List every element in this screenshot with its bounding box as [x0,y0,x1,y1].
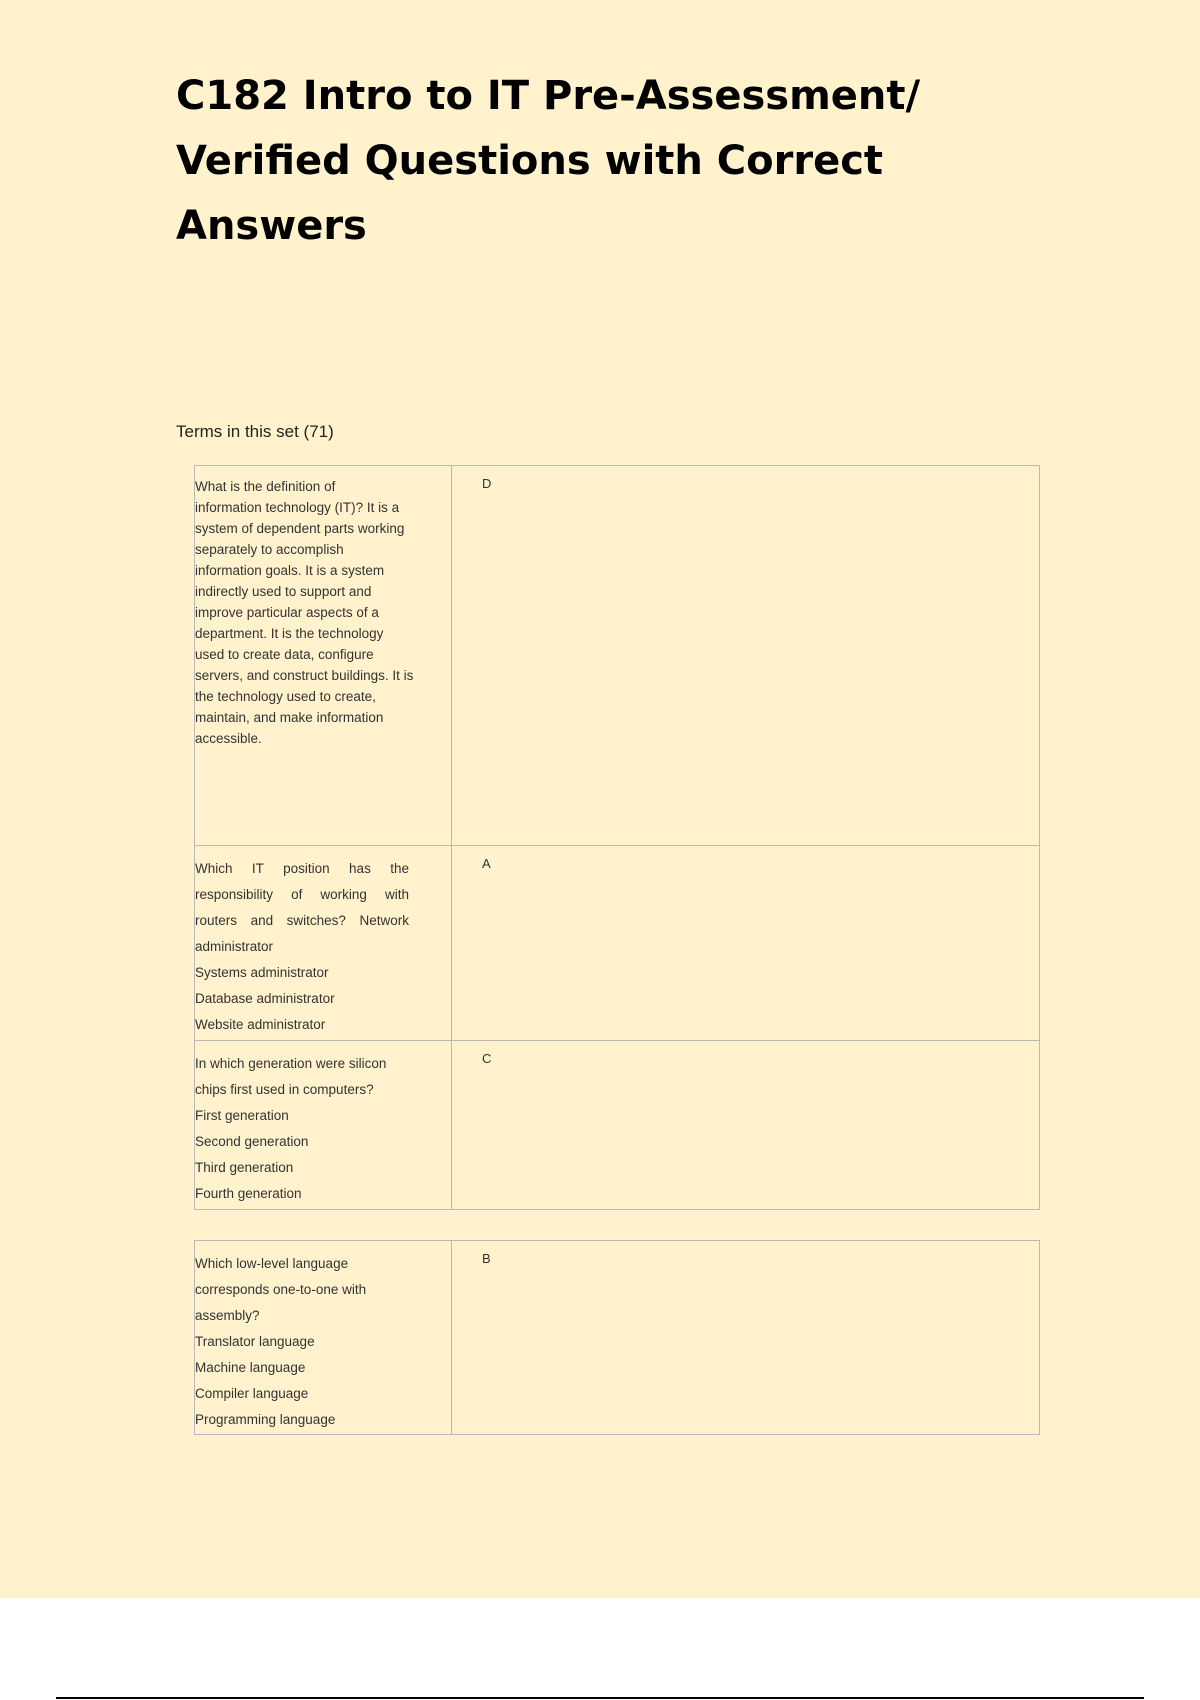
question-text: Which IT position has the responsibility of working with routers and switches? Network administrator [195,861,409,954]
answer-options: Systems administrator Database administrator Website administrator [195,965,335,1032]
question-cell [195,1241,452,1435]
flashcard-row [195,1041,1040,1210]
answer-cell: C [452,1041,1040,1210]
flashcard-row [195,1241,1040,1435]
question-text: What is the definition of information technology (IT)? It is a system of dependent parts working separately to accomplish information goals. It is a system indirectly used to support and improve particular aspects of a department. It is the technology used to create data, configure servers, and construct buildings. It is the technology used to create, maintain, and make information accessible. [195,479,414,746]
flashcard-row [195,466,1040,846]
question-text: Which low-level language corresponds one-to-one with assembly? Translator language Machine language Compiler language Programming language [195,1256,367,1427]
question-cell [195,1041,452,1210]
terms-count-label: Terms in this set (71) [176,422,334,441]
flashcard-table [194,1240,1040,1435]
flashcard-row [195,846,1040,1041]
question-cell [195,846,452,1041]
footer-divider [56,1697,1144,1699]
answer-cell: B [452,1241,1040,1435]
answer-cell: D [452,466,1040,846]
flashcard-table [194,465,1040,1210]
question-text: In which generation were silicon chips first used in computers? First generation Second generation Third generation Fourth generation [195,1056,387,1201]
question-cell [195,466,452,846]
answer-cell: A [452,846,1040,1041]
document-title: C182 Intro to IT Pre-Assessment/ Verified Questions with Correct Answers [176,73,921,249]
